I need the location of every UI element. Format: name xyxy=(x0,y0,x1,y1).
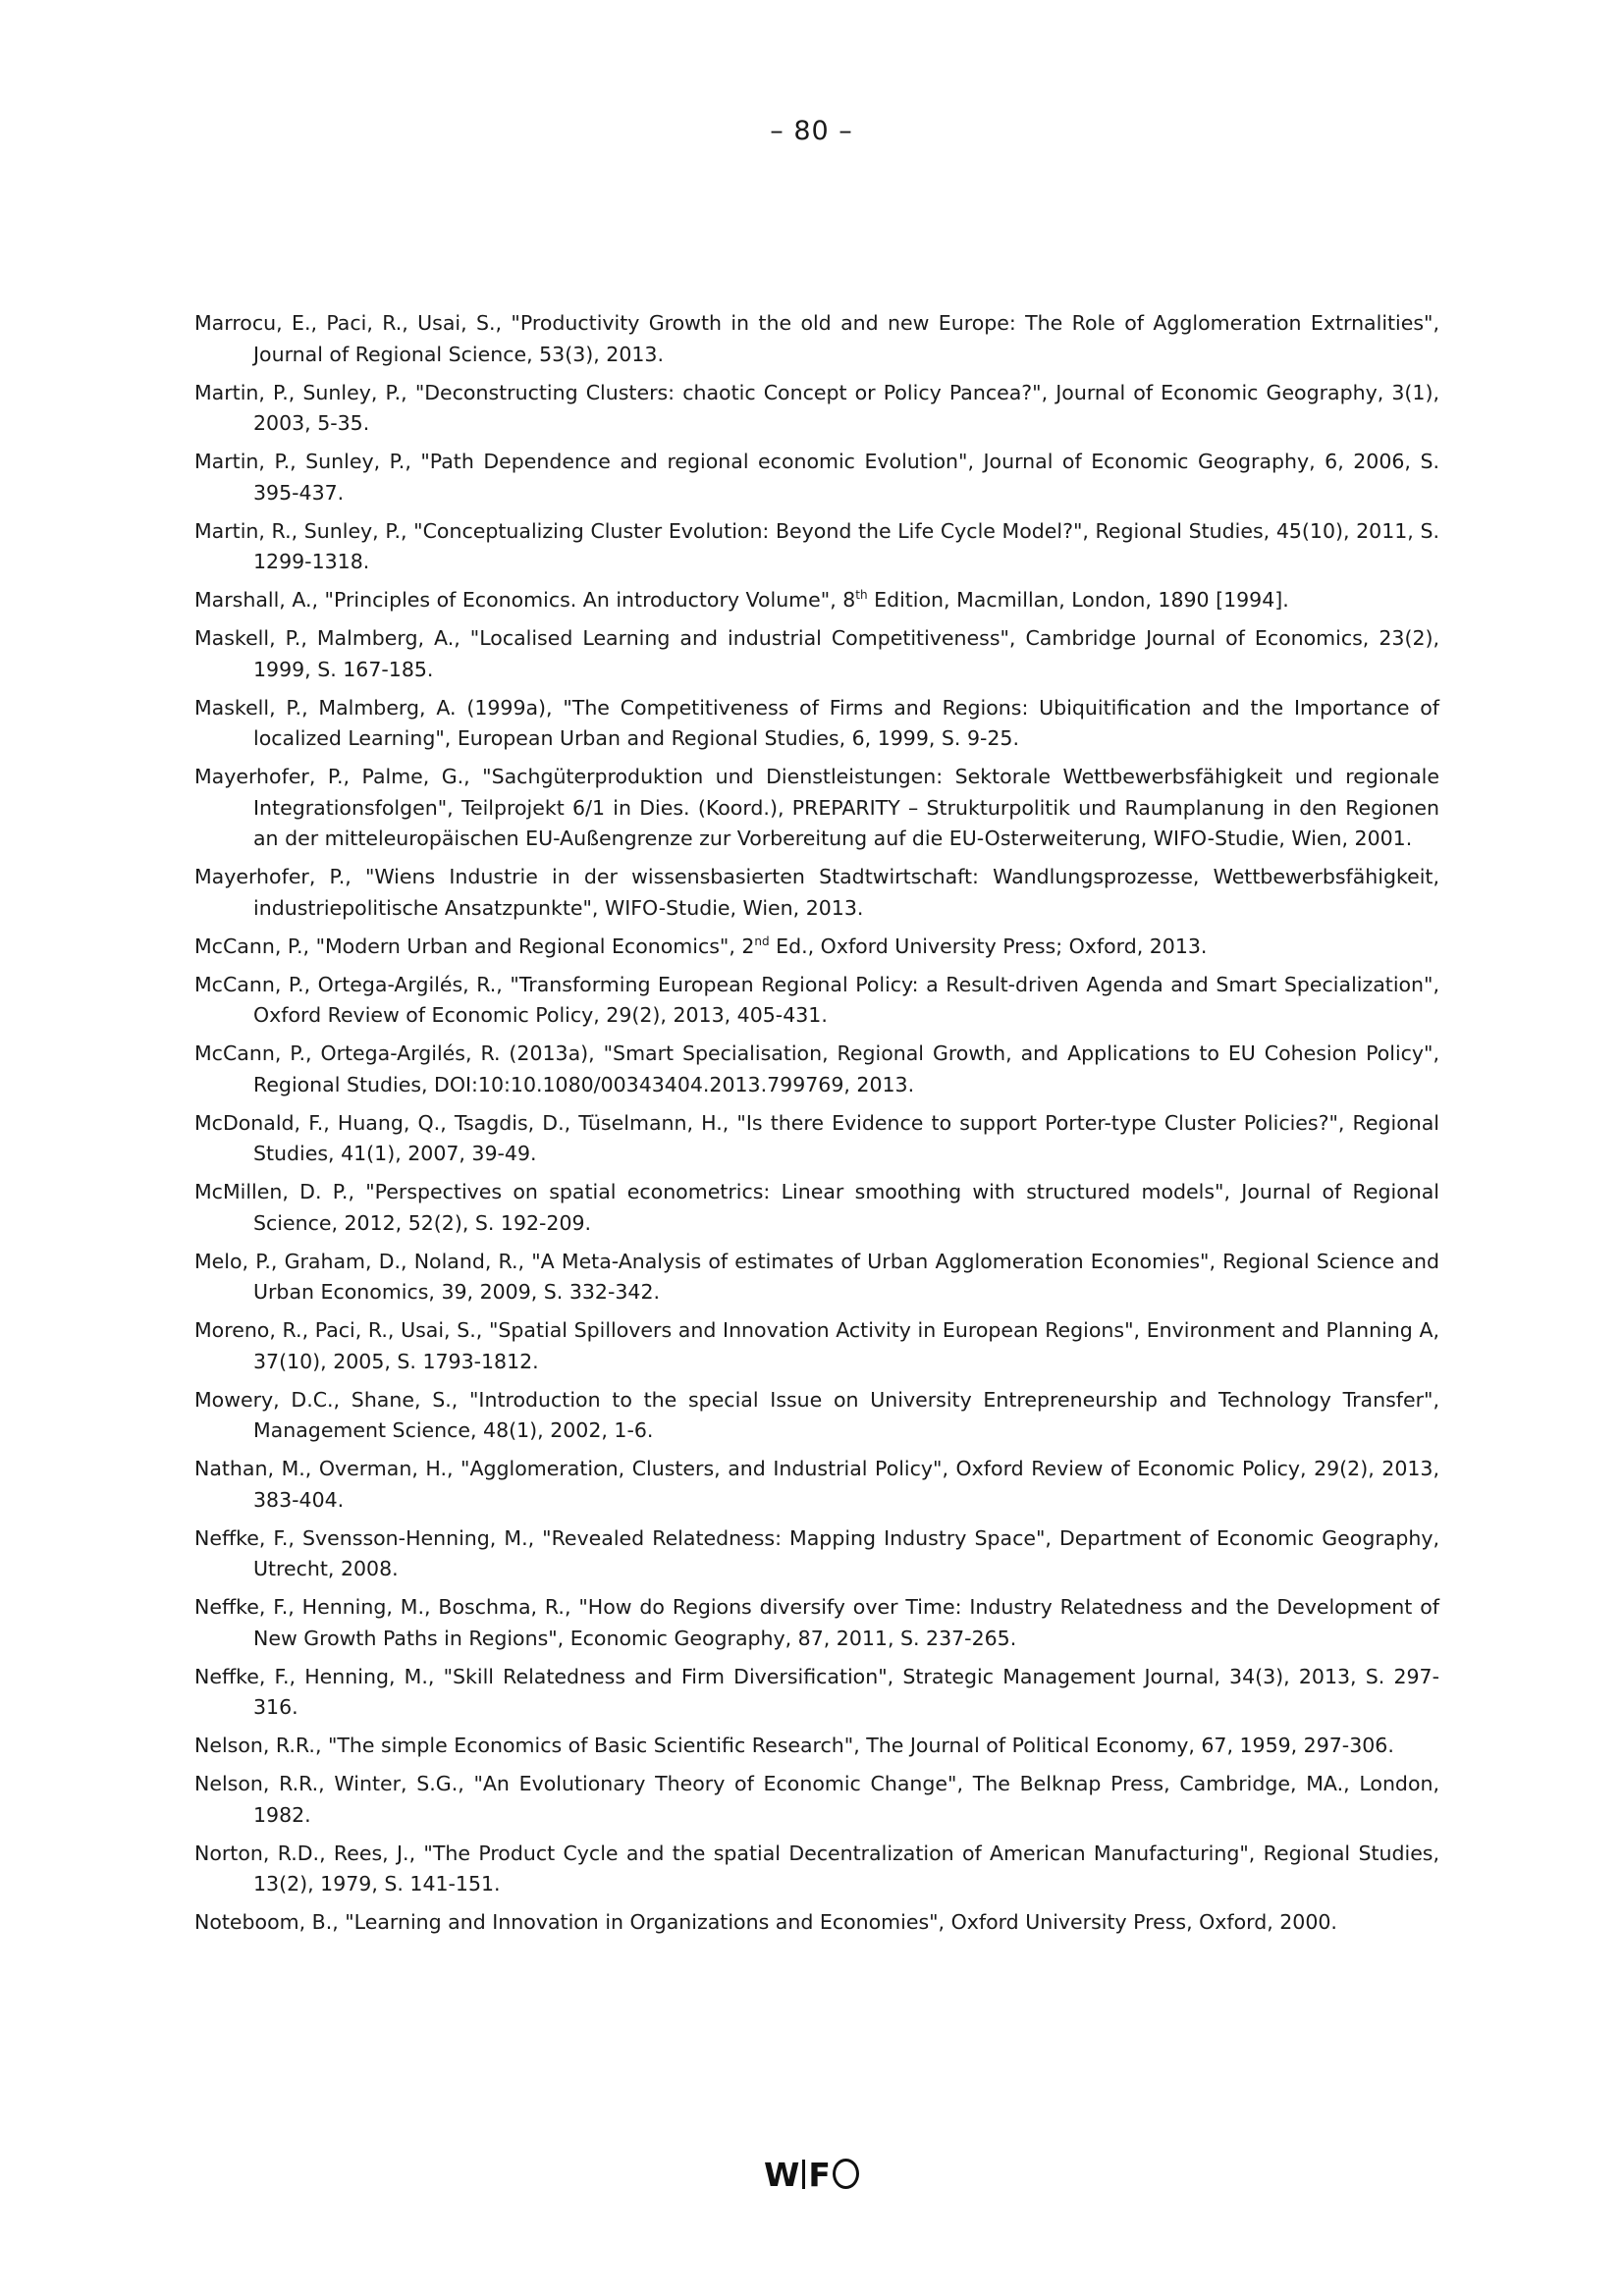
logo-ring-icon xyxy=(833,2159,859,2189)
reference-list xyxy=(194,308,1439,1946)
page-number: – 80 – xyxy=(770,116,853,146)
wifo-logo xyxy=(0,2156,1623,2194)
reference-text: Edition, Macmillan, London, 1890 [1994]. xyxy=(867,588,1289,612)
reference-entry: Melo, P., Graham, D., Noland, R., "A Meta-Analysis of estimates of Urban Agglomeration Economies", Regional Science and Urban Economics, 39, 2009, S. 332-342. xyxy=(194,1249,1439,1304)
reference-entry: Maskell, P., Malmberg, A., "Localised Learning and industrial Competitiveness", Cambridge Journal of Economics, 23(2), 1999, S. 167-185. xyxy=(194,626,1439,681)
reference-entry: Mayerhofer, P., Palme, G., "Sachgüterproduktion und Dienstleistungen: Sektorale Wettbewerbsfähigkeit und regionale Integrationsfolgen", Teilprojekt 6/1 in Dies. (Koord.), PREPARITY – Strukturpolitik und Raumplanung in den Regionen an der mitteleuropäischen EU-Außengrenze zur Vorbereitung auf die EU-Osterweiterung, WIFO-Studie, Wien, 2001. xyxy=(194,765,1439,850)
reference-entry: Marrocu, E., Paci, R., Usai, S., "Productivity Growth in the old and new Europe: The Role of Agglomeration Extrnalities", Journal of Regional Science, 53(3), 2013. xyxy=(194,311,1439,366)
reference-entry: Neffke, F., Henning, M., "Skill Relatedness and Firm Diversification", Strategic Management Journal, 34(3), 2013, S. 297-316. xyxy=(194,1664,1439,1719)
reference-entry: Neffke, F., Svensson-Henning, M., "Revealed Relatedness: Mapping Industry Space", Department of Economic Geography, Utrecht, 2008. xyxy=(194,1525,1439,1580)
reference-entry: Martin, P., Sunley, P., "Path Dependence and regional economic Evolution", Journal of Economic Geography, 6, 2006, S. 395-437. xyxy=(194,450,1439,505)
reference-entry: Mowery, D.C., Shane, S., "Introduction to the special Issue on University Entrepreneurship and Technology Transfer", Management Science, 48(1), 2002, 1-6. xyxy=(194,1387,1439,1442)
reference-entry: McCann, P., Ortega-Argilés, R., "Transforming European Regional Policy: a Result-driven Agenda and Smart Specialization", Oxford Review of Economic Policy, 29(2), 2013, 405-431. xyxy=(194,972,1439,1027)
reference-entry: Maskell, P., Malmberg, A. (1999a), "The Competitiveness of Firms and Regions: Ubiquitification and the Importance of localized Learning", European Urban and Regional Studies, 6, 1999, S. 9-25. xyxy=(194,695,1439,750)
reference-entry: Nelson, R.R., "The simple Economics of Basic Scientific Research", The Journal of Political Economy, 67, 1959, 297-306. xyxy=(194,1734,1394,1757)
reference-entry: Noteboom, B., "Learning and Innovation in Organizations and Economies", Oxford University Press, Oxford, 2000. xyxy=(194,1910,1337,1934)
reference-entry: McDonald, F., Huang, Q., Tsagdis, D., Tüselmann, H., "Is there Evidence to support Porter-type Cluster Policies?", Regional Studies, 41(1), 2007, 39-49. xyxy=(194,1110,1439,1165)
logo-letter-w: W xyxy=(764,2156,800,2194)
reference-text: McCann, P., "Modern Urban and Regional Economics", 2 xyxy=(194,934,755,958)
reference-entry xyxy=(194,585,1439,616)
reference-entry: Mayerhofer, P., "Wiens Industrie in der wissensbasierten Stadtwirtschaft: Wandlungsprozesse, Wettbewerbsfähigkeit, industriepolitische Ansatzpunkte", WIFO-Studie, Wien, 2013. xyxy=(194,865,1439,920)
reference-superscript: th xyxy=(855,588,868,603)
reference-entry: Neffke, F., Henning, M., Boschma, R., "How do Regions diversify over Time: Industry Relatedness and the Development of New Growth Paths in Regions", Economic Geography, 87, 2011, S. 237-265. xyxy=(194,1595,1439,1650)
reference-entry xyxy=(194,932,1439,963)
logo-bar-icon xyxy=(802,2160,805,2189)
reference-superscript: nd xyxy=(754,934,770,948)
reference-entry: Martin, R., Sunley, P., "Conceptualizing Cluster Evolution: Beyond the Life Cycle Model?", Regional Studies, 45(10), 2011, S. 1299-1318. xyxy=(194,518,1439,573)
reference-entry: Nathan, M., Overman, H., "Agglomeration, Clusters, and Industrial Policy", Oxford Review of Economic Policy, 29(2), 2013, 383-404. xyxy=(194,1457,1439,1512)
reference-text: Ed., Oxford University Press; Oxford, 2013. xyxy=(769,934,1208,958)
reference-entry: McMillen, D. P., "Perspectives on spatial econometrics: Linear smoothing with structured models", Journal of Regional Science, 2012, 52(2), S. 192-209. xyxy=(194,1180,1439,1235)
reference-text: Marshall, A., "Principles of Economics. An introductory Volume", 8 xyxy=(194,588,856,612)
reference-entry: McCann, P., Ortega-Argilés, R. (2013a), "Smart Specialisation, Regional Growth, and Applications to EU Cohesion Policy", Regional Studies, DOI:10:10.1080/00343404.2013.799769, 2013. xyxy=(194,1041,1439,1096)
logo-letter-f: F xyxy=(808,2156,831,2194)
reference-entry: Norton, R.D., Rees, J., "The Product Cycle and the spatial Decentralization of American Manufacturing", Regional Studies, 13(2), 1979, S. 141-151. xyxy=(194,1841,1439,1896)
reference-entry: Nelson, R.R., Winter, S.G., "An Evolutionary Theory of Economic Change", The Belknap Press, Cambridge, MA., London, 1982. xyxy=(194,1772,1439,1827)
reference-entry: Moreno, R., Paci, R., Usai, S., "Spatial Spillovers and Innovation Activity in European Regions", Environment and Planning A, 37(10), 2005, S. 1793-1812. xyxy=(194,1318,1439,1373)
reference-entry: Martin, P., Sunley, P., "Deconstructing Clusters: chaotic Concept or Policy Pancea?", Journal of Economic Geography, 3(1), 2003, 5-35. xyxy=(194,380,1439,435)
